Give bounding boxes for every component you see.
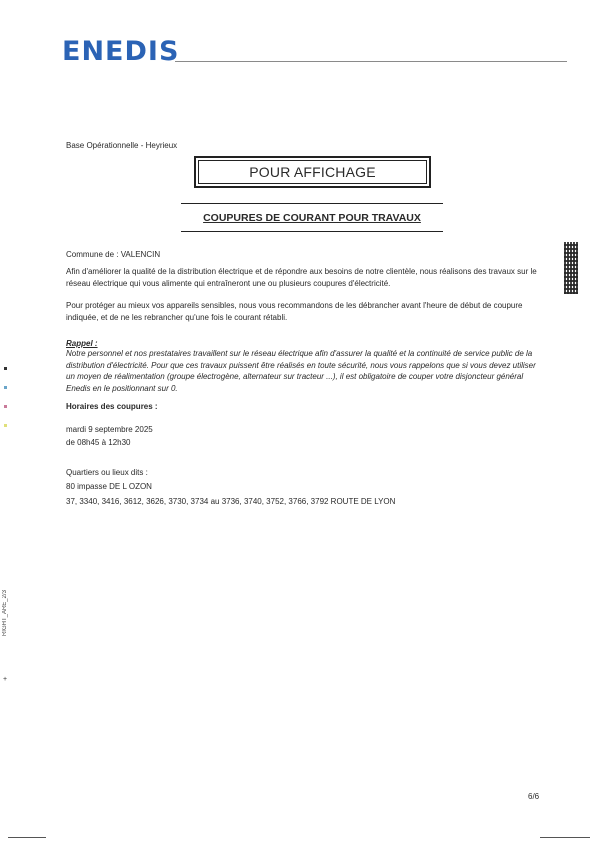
scan-mark	[4, 367, 7, 370]
rappel-paragraph: Notre personnel et nos prestataires travaillent sur le réseau électrique afin d'assurer la qualité et la continuité de service public de la distribution d'électricité. Pour que ces travaux puissent être réalisés en toute sécurité, nous vous rappelons que si vous devez utiliser un moyen de réalimentation (groupe électrogène, alternateur sur tracteur ...), il est obligatoire de couper votre disjoncteur général Enedis en le positionnant sur 0.	[66, 349, 536, 393]
pour-affichage-box	[194, 156, 431, 188]
street-line: 37, 3340, 3416, 3612, 3626, 3730, 3734 au 3736, 3740, 3752, 3766, 3792 ROUTE DE LYON	[66, 497, 396, 506]
footer-rule-left	[8, 837, 46, 838]
plus-mark: +	[3, 676, 8, 683]
commune-line: Commune de : VALENCIN	[66, 250, 161, 259]
outage-hours: de 08h45 à 12h30	[66, 438, 131, 447]
enedis-logo: ENEDIS	[62, 36, 180, 67]
street-line: 80 impasse DE L OZON	[66, 482, 152, 491]
protect-paragraph: Pour protéger au mieux vos appareils sensibles, nous vous recommandons de les débrancher avant l'heure de début de coupure indiquée, et de ne les rebrancher qu'une fois le courant rétabli.	[66, 301, 523, 322]
scan-mark	[4, 405, 7, 408]
qr-code	[564, 242, 578, 294]
subtitle-frame	[181, 203, 443, 232]
footer-rule-right	[540, 837, 590, 838]
horaires-title: Horaires des coupures :	[66, 402, 158, 411]
rappel-title: Rappel :	[66, 339, 98, 348]
intro-paragraph: Afin d'améliorer la qualité de la distribution électrique et de répondre aux besoins de notre clientèle, nous réalisons des travaux sur le réseau électrique qui vous alimente qui entraîneront une ou plusieurs coupures d'électricité.	[66, 267, 537, 288]
subtitle: COUPURES DE COURANT POUR TRAVAUX	[203, 211, 421, 224]
scan-mark	[4, 386, 7, 389]
quartiers-title: Quartiers ou lieux dits :	[66, 468, 148, 477]
base-label: Base Opérationnelle - Heyrieux	[66, 141, 178, 150]
header-rule	[175, 61, 567, 62]
page-number: 6/6	[528, 792, 540, 801]
scan-side-text: RIGHT_ARE_2/3	[2, 590, 8, 637]
box-title: POUR AFFICHAGE	[249, 164, 376, 180]
scan-mark	[4, 424, 7, 427]
outage-date: mardi 9 septembre 2025	[66, 425, 153, 434]
